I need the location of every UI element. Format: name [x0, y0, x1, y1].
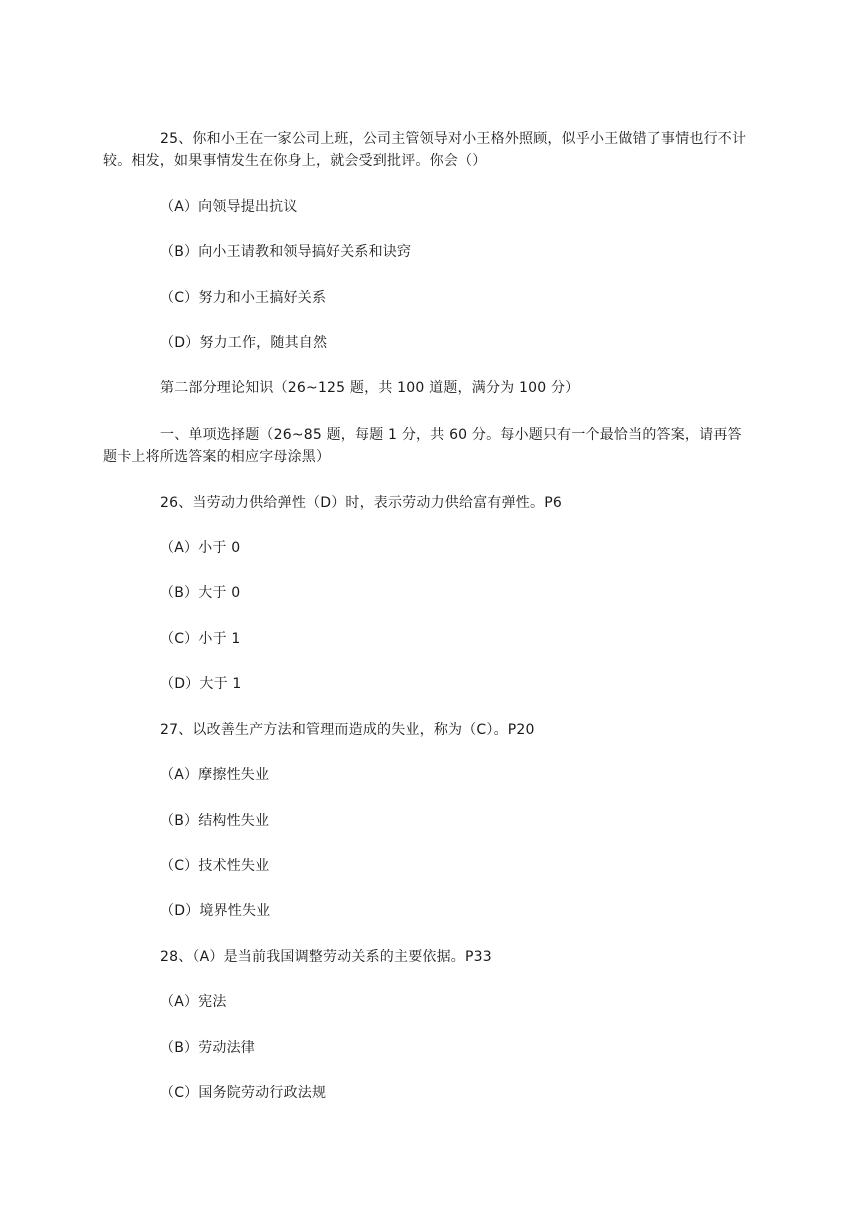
question-28-option-a: （A）宪法 [160, 994, 227, 1010]
question-25-option-b: （B）向小王请教和领导搞好关系和诀窍 [160, 244, 412, 260]
question-26-option-b: （B）大于 0 [160, 585, 241, 601]
question-27-option-b: （B）结构性失业 [160, 813, 270, 829]
question-26-option-d: （D）大于 1 [160, 676, 242, 692]
question-27-stem: 27、以改善生产方法和管理而造成的失业，称为（C）。P20 [160, 722, 535, 738]
section-2-title: 第二部分理论知识（26~125 题，共 100 道题，满分为 100 分） [160, 380, 580, 396]
section-2-instruction: 一、单项选择题（26~85 题，每题 1 分，共 60 分。每小题只有一个最恰当的答案，请再答题卡上将所选答案的相应字母涂黑） [103, 427, 742, 465]
question-28-option-b: （B）劳动法律 [160, 1040, 256, 1056]
question-27-option-a: （A）摩擦性失业 [160, 767, 270, 783]
question-26-option-a: （A）小于 0 [160, 540, 241, 556]
question-28-stem: 28、（A）是当前我国调整劳动关系的主要依据。P33 [160, 949, 492, 965]
question-28-option-c: （C）国务院劳动行政法规 [160, 1085, 327, 1101]
question-25-option-a: （A）向领导提出抗议 [160, 199, 298, 215]
question-25-option-d: （D）努力工作，随其自然 [160, 335, 328, 351]
question-27-option-d: （D）境界性失业 [160, 903, 271, 919]
question-26-stem: 26、当劳动力供给弹性（D）时，表示劳动力供给富有弹性。P6 [160, 495, 562, 511]
question-25-stem: 25、你和小王在一家公司上班，公司主管领导对小王格外照顾，似乎小王做错了事情也行不计较。相发，如果事情发生在你身上，就会受到批评。你会（） [103, 131, 747, 169]
question-25-option-c: （C）努力和小王搞好关系 [160, 290, 327, 306]
question-27-option-c: （C）技术性失业 [160, 858, 270, 874]
question-26-option-c: （C）小于 1 [160, 631, 241, 647]
